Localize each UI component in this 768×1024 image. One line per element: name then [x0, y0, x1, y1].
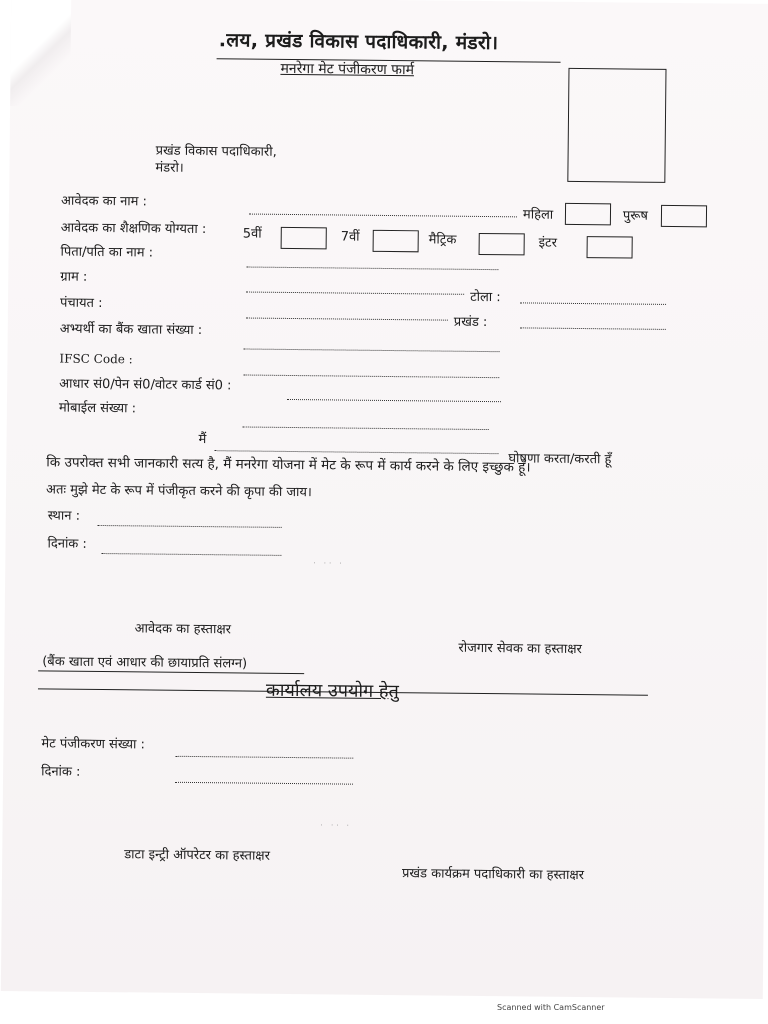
father-name-field[interactable] — [246, 267, 498, 271]
qualification-inter-label: इंटर — [538, 235, 558, 251]
mobile-field[interactable] — [243, 426, 489, 430]
qualification-7th-label: 7वीं — [340, 229, 360, 245]
bank-account-field[interactable] — [244, 348, 500, 352]
panchayat-label: पंचायत : — [59, 295, 103, 312]
female-label: महिला — [522, 207, 554, 223]
qualification-5th-checkbox[interactable] — [281, 227, 327, 249]
mobile-label: मोबाईल संख्या : — [58, 400, 137, 417]
male-label: पुरूष — [622, 208, 649, 224]
office-use-title: कार्यालय उपयोग हेतु — [265, 679, 399, 703]
block-field[interactable] — [520, 327, 666, 330]
father-name-label: पिता/पति का नाम : — [60, 244, 154, 261]
office-header: .लय, प्रखंड विकास पदाधिकारी, मंडरो। — [218, 29, 499, 55]
qualification-matric-checkbox[interactable] — [479, 233, 525, 255]
attachment-underline — [38, 670, 304, 674]
declaration-line3: अतः मुझे मेट के रूप में पंजीकृत करने की कृपा की जाय। — [45, 482, 312, 501]
qualification-matric-label: मैट्रिक — [428, 232, 457, 248]
female-checkbox[interactable] — [565, 203, 611, 225]
village-field[interactable] — [246, 292, 464, 295]
scanner-watermark: Scanned with CamScanner — [497, 1003, 605, 1012]
form-paper — [1, 0, 768, 999]
declarant-name-field[interactable] — [214, 450, 498, 454]
aadhar-field[interactable] — [287, 399, 501, 402]
registration-number-field[interactable] — [175, 756, 353, 759]
qualification-7th-checkbox[interactable] — [373, 230, 419, 252]
operator-signature-label: डाटा इन्ट्री ऑपरेटर का हस्ताक्षर — [124, 847, 271, 864]
place-label: स्थान : — [47, 508, 81, 524]
declaration-main: मैं — [198, 432, 207, 448]
photo-box[interactable] — [567, 68, 666, 183]
ifsc-field[interactable] — [243, 374, 499, 378]
applicant-name-field[interactable] — [249, 214, 517, 218]
date-label: दिनांक : — [47, 536, 87, 552]
folded-corner — [10, 0, 71, 107]
qualification-inter-checkbox[interactable] — [587, 236, 633, 258]
ifsc-label: IFSC Code : — [59, 351, 133, 367]
form-title: मनरेगा मेट पंजीकरण फार्म — [280, 60, 415, 79]
qualification-5th-label: 5वीं — [242, 226, 262, 242]
date-field[interactable] — [101, 553, 281, 556]
bpo-signature-label: प्रखंड कार्यक्रम पदाधिकारी का हस्ताक्षर — [401, 866, 585, 884]
declaration-declare: घोषणा करता/करती हूँ — [508, 451, 612, 468]
scan-speck-2: · ·· · — [320, 821, 352, 830]
office-date-label: दिनांक : — [41, 764, 81, 780]
block-label: प्रखंड : — [453, 314, 488, 331]
qualification-label: आवेदक का शैक्षणिक योग्यता : — [60, 220, 207, 238]
rozgar-sevak-signature-label: रोजगार सेवक का हस्ताक्षर — [458, 640, 582, 658]
addressee-line1: प्रखंड विकास पदाधिकारी, — [155, 143, 277, 160]
addressee-line2: मंडरो। — [155, 160, 184, 176]
scan-speck: · ·· · — [313, 559, 345, 568]
applicant-signature-label: आवेदक का हस्ताक्षर — [134, 621, 232, 638]
male-checkbox[interactable] — [661, 205, 707, 227]
panchayat-field[interactable] — [246, 318, 448, 321]
office-date-field[interactable] — [175, 782, 353, 785]
tola-field[interactable] — [520, 302, 666, 305]
village-label: ग्राम : — [60, 269, 88, 285]
place-field[interactable] — [98, 525, 282, 528]
declaration-line2: कि उपरोक्त सभी जानकारी सत्य है, मैं मनरेगा योजना में मेट के रूप में कार्य करने के लिए इच्छुक हूँ। — [46, 454, 531, 476]
aadhar-label: आधार सं0/पेन सं0/वोटर कार्ड सं0 : — [59, 376, 232, 394]
registration-number-label: मेट पंजीकरण संख्या : — [41, 736, 145, 753]
attachment-note: (बैंक खाता एवं आधार की छायाप्रति संलग्न) — [42, 654, 248, 672]
bank-account-label: अभ्यर्थी का बैंक खाता संख्या : — [59, 321, 203, 339]
tola-label: टोला : — [470, 289, 501, 306]
applicant-name-label: आवेदक का नाम : — [61, 193, 148, 210]
